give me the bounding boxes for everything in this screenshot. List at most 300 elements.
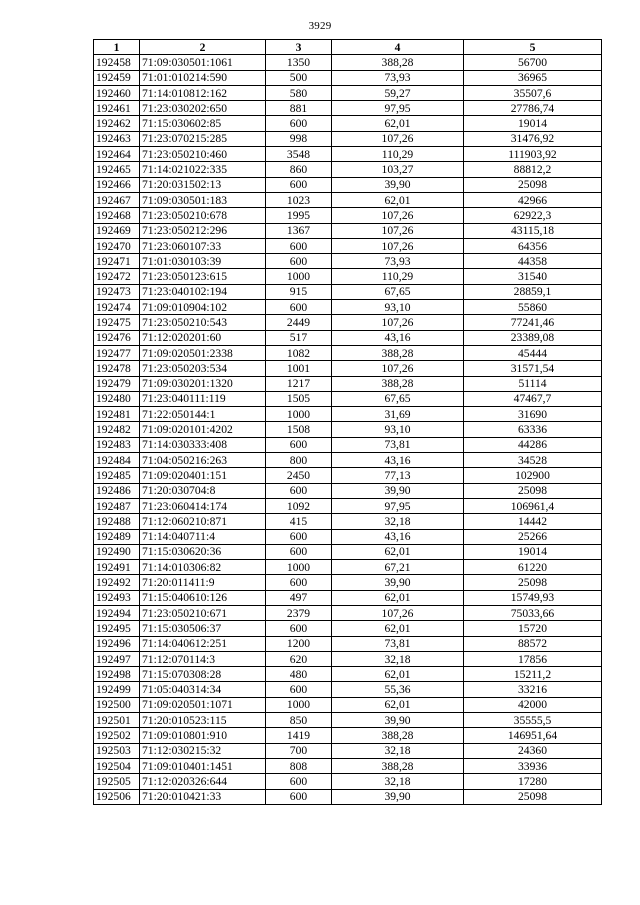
table-cell-col4: 62,01 (332, 697, 464, 712)
table-cell-col4: 59,27 (332, 85, 464, 100)
table-header-row (94, 40, 602, 55)
table-row (94, 743, 602, 758)
table-row (94, 269, 602, 284)
table-cell-col2: 71:09:030201:1320 (140, 376, 266, 391)
table-cell-col4: 62,01 (332, 544, 464, 559)
table-cell-col5: 24360 (464, 743, 602, 758)
table-cell-col5: 106961,4 (464, 498, 602, 513)
table-cell-col5: 56700 (464, 55, 602, 70)
table-cell-col3: 600 (266, 529, 332, 544)
table-cell-col3: 1419 (266, 728, 332, 743)
table-cell-col4: 388,28 (332, 376, 464, 391)
table-cell-col5: 44358 (464, 254, 602, 269)
registry-table (93, 39, 602, 805)
table-cell-col1: 192472 (94, 269, 140, 284)
table-row (94, 590, 602, 605)
table-cell-col2: 71:01:030103:39 (140, 254, 266, 269)
table-cell-col5: 42000 (464, 697, 602, 712)
table-cell-col2: 71:23:050203:534 (140, 361, 266, 376)
table-cell-col4: 107,26 (332, 131, 464, 146)
table-row (94, 529, 602, 544)
column-header-1: 1 (94, 40, 140, 55)
table-cell-col5: 15749,93 (464, 590, 602, 605)
table-cell-col2: 71:23:030202:650 (140, 101, 266, 116)
table-row (94, 315, 602, 330)
table-cell-col3: 600 (266, 437, 332, 452)
table-cell-col5: 36965 (464, 70, 602, 85)
table-cell-col4: 55,36 (332, 682, 464, 697)
table-cell-col3: 500 (266, 70, 332, 85)
table-row (94, 101, 602, 116)
table-row (94, 422, 602, 437)
table-cell-col4: 107,26 (332, 223, 464, 238)
table-cell-col1: 192503 (94, 743, 140, 758)
table-cell-col2: 71:09:010904:102 (140, 300, 266, 315)
table-cell-col5: 88572 (464, 636, 602, 651)
table-cell-col1: 192501 (94, 713, 140, 728)
table-cell-col4: 62,01 (332, 116, 464, 131)
table-cell-col5: 61220 (464, 560, 602, 575)
table-cell-col5: 33936 (464, 758, 602, 773)
table-cell-col1: 192495 (94, 621, 140, 636)
table-row (94, 192, 602, 207)
table-cell-col4: 107,26 (332, 315, 464, 330)
table-row (94, 361, 602, 376)
table-cell-col2: 71:23:070215:285 (140, 131, 266, 146)
table-cell-col5: 63336 (464, 422, 602, 437)
table-cell-col2: 71:20:010523:115 (140, 713, 266, 728)
table-cell-col4: 388,28 (332, 758, 464, 773)
table-row (94, 636, 602, 651)
table-cell-col2: 71:09:020501:1071 (140, 697, 266, 712)
table-cell-col1: 192497 (94, 651, 140, 666)
table-cell-col2: 71:12:070114:3 (140, 651, 266, 666)
table-cell-col5: 47467,7 (464, 391, 602, 406)
table-row (94, 514, 602, 529)
table-cell-col5: 51114 (464, 376, 602, 391)
table-cell-col1: 192488 (94, 514, 140, 529)
table-cell-col4: 43,16 (332, 330, 464, 345)
table-cell-col4: 62,01 (332, 621, 464, 636)
table-cell-col1: 192492 (94, 575, 140, 590)
table-cell-col1: 192491 (94, 560, 140, 575)
table-row (94, 223, 602, 238)
table-cell-col4: 32,18 (332, 774, 464, 789)
table-cell-col2: 71:09:030501:1061 (140, 55, 266, 70)
table-cell-col5: 111903,92 (464, 147, 602, 162)
table-cell-col1: 192490 (94, 544, 140, 559)
table-cell-col5: 19014 (464, 116, 602, 131)
table-cell-col2: 71:14:040612:251 (140, 636, 266, 651)
table-cell-col3: 600 (266, 238, 332, 253)
table-row (94, 177, 602, 192)
table-cell-col2: 71:23:040111:119 (140, 391, 266, 406)
table-cell-col5: 77241,46 (464, 315, 602, 330)
table-cell-col4: 388,28 (332, 728, 464, 743)
table-cell-col3: 620 (266, 651, 332, 666)
table-row (94, 254, 602, 269)
table-cell-col4: 62,01 (332, 192, 464, 207)
table-cell-col5: 25098 (464, 575, 602, 590)
table-cell-col4: 32,18 (332, 743, 464, 758)
table-cell-col1: 192460 (94, 85, 140, 100)
table-cell-col4: 39,90 (332, 575, 464, 590)
table-cell-col4: 97,95 (332, 101, 464, 116)
table-cell-col4: 62,01 (332, 590, 464, 605)
table-cell-col5: 15720 (464, 621, 602, 636)
table-cell-col4: 39,90 (332, 177, 464, 192)
table-cell-col5: 62922,3 (464, 208, 602, 223)
table-cell-col1: 192498 (94, 667, 140, 682)
table-row (94, 330, 602, 345)
table-cell-col1: 192458 (94, 55, 140, 70)
table-row (94, 728, 602, 743)
table-cell-col3: 1505 (266, 391, 332, 406)
table-cell-col3: 415 (266, 514, 332, 529)
table-cell-col1: 192465 (94, 162, 140, 177)
table-cell-col5: 146951,64 (464, 728, 602, 743)
table-row (94, 621, 602, 636)
table-cell-col3: 600 (266, 575, 332, 590)
table-cell-col3: 580 (266, 85, 332, 100)
table-cell-col4: 43,16 (332, 529, 464, 544)
table-row (94, 560, 602, 575)
table-cell-col2: 71:09:010401:1451 (140, 758, 266, 773)
table-cell-col4: 107,26 (332, 605, 464, 620)
table-cell-col1: 192476 (94, 330, 140, 345)
table-cell-col5: 44286 (464, 437, 602, 452)
table-cell-col1: 192505 (94, 774, 140, 789)
table-cell-col1: 192493 (94, 590, 140, 605)
table-row (94, 70, 602, 85)
table-cell-col3: 915 (266, 284, 332, 299)
table-cell-col2: 71:20:031502:13 (140, 177, 266, 192)
table-cell-col2: 71:01:010214:590 (140, 70, 266, 85)
table-cell-col5: 17280 (464, 774, 602, 789)
table-cell-col3: 1000 (266, 697, 332, 712)
table-cell-col4: 388,28 (332, 55, 464, 70)
table-cell-col3: 860 (266, 162, 332, 177)
table-cell-col3: 1023 (266, 192, 332, 207)
table-cell-col1: 192482 (94, 422, 140, 437)
table-cell-col3: 850 (266, 713, 332, 728)
table-row (94, 208, 602, 223)
table-cell-col5: 31571,54 (464, 361, 602, 376)
table-cell-col4: 97,95 (332, 498, 464, 513)
table-cell-col3: 1350 (266, 55, 332, 70)
table-cell-col2: 71:23:060107:33 (140, 238, 266, 253)
table-row (94, 483, 602, 498)
table-cell-col2: 71:23:050210:543 (140, 315, 266, 330)
table-cell-col3: 2449 (266, 315, 332, 330)
table-cell-col2: 71:20:010421:33 (140, 789, 266, 804)
table-row (94, 575, 602, 590)
column-header-5: 5 (464, 40, 602, 55)
table-cell-col1: 192483 (94, 437, 140, 452)
table-cell-col3: 600 (266, 789, 332, 804)
table-cell-col5: 64356 (464, 238, 602, 253)
table-cell-col3: 600 (266, 116, 332, 131)
table-cell-col4: 93,10 (332, 300, 464, 315)
table-row (94, 345, 602, 360)
table-row (94, 758, 602, 773)
table-cell-col1: 192473 (94, 284, 140, 299)
table-cell-col3: 1217 (266, 376, 332, 391)
table-cell-col5: 43115,18 (464, 223, 602, 238)
table-cell-col2: 71:14:010812:162 (140, 85, 266, 100)
table-cell-col5: 42966 (464, 192, 602, 207)
table-cell-col4: 67,65 (332, 391, 464, 406)
table-cell-col5: 25098 (464, 177, 602, 192)
table-cell-col3: 1092 (266, 498, 332, 513)
table-cell-col2: 71:23:050212:296 (140, 223, 266, 238)
table-cell-col4: 388,28 (332, 345, 464, 360)
page-number: 3929 (308, 20, 332, 32)
table-row (94, 162, 602, 177)
table-cell-col5: 28859,1 (464, 284, 602, 299)
table-cell-col5: 102900 (464, 468, 602, 483)
table-cell-col1: 192463 (94, 131, 140, 146)
table-cell-col2: 71:14:040711:4 (140, 529, 266, 544)
table-cell-col2: 71:15:030506:37 (140, 621, 266, 636)
table-cell-col2: 71:15:040610:126 (140, 590, 266, 605)
table-cell-col4: 73,93 (332, 70, 464, 85)
table-cell-col2: 71:23:060414:174 (140, 498, 266, 513)
table-row (94, 407, 602, 422)
table-cell-col1: 192467 (94, 192, 140, 207)
table-cell-col5: 31690 (464, 407, 602, 422)
table-cell-col3: 600 (266, 483, 332, 498)
table-cell-col2: 71:04:050216:263 (140, 453, 266, 468)
table-row (94, 147, 602, 162)
table-cell-col1: 192485 (94, 468, 140, 483)
table-cell-col3: 600 (266, 254, 332, 269)
table-cell-col2: 71:14:021022:335 (140, 162, 266, 177)
table-row (94, 697, 602, 712)
table-row (94, 85, 602, 100)
table-cell-col1: 192504 (94, 758, 140, 773)
table-cell-col2: 71:12:030215:32 (140, 743, 266, 758)
table-cell-col3: 700 (266, 743, 332, 758)
table-cell-col2: 71:22:050144:1 (140, 407, 266, 422)
table-cell-col2: 71:12:020326:644 (140, 774, 266, 789)
table-cell-col2: 71:05:040314:34 (140, 682, 266, 697)
table-cell-col1: 192489 (94, 529, 140, 544)
table-cell-col3: 1508 (266, 422, 332, 437)
table-cell-col5: 25266 (464, 529, 602, 544)
table-cell-col4: 62,01 (332, 667, 464, 682)
table-cell-col3: 480 (266, 667, 332, 682)
column-header-3: 3 (266, 40, 332, 55)
table-cell-col2: 71:15:030620:36 (140, 544, 266, 559)
table-cell-col1: 192494 (94, 605, 140, 620)
table-cell-col1: 192486 (94, 483, 140, 498)
table-cell-col4: 31,69 (332, 407, 464, 422)
table-cell-col5: 33216 (464, 682, 602, 697)
table-cell-col5: 25098 (464, 483, 602, 498)
table-cell-col5: 45444 (464, 345, 602, 360)
table-cell-col1: 192478 (94, 361, 140, 376)
table-cell-col1: 192506 (94, 789, 140, 804)
table-cell-col1: 192499 (94, 682, 140, 697)
table-row (94, 651, 602, 666)
table-cell-col5: 31540 (464, 269, 602, 284)
table-cell-col4: 110,29 (332, 147, 464, 162)
table-cell-col3: 1000 (266, 560, 332, 575)
table-row (94, 789, 602, 804)
table-cell-col2: 71:12:060210:871 (140, 514, 266, 529)
table-cell-col4: 73,81 (332, 636, 464, 651)
table-cell-col5: 23389,08 (464, 330, 602, 345)
table-cell-col5: 34528 (464, 453, 602, 468)
table-cell-col4: 107,26 (332, 361, 464, 376)
table-row (94, 437, 602, 452)
table-cell-col2: 71:15:070308:28 (140, 667, 266, 682)
table-cell-col1: 192481 (94, 407, 140, 422)
table-row (94, 713, 602, 728)
table-cell-col4: 39,90 (332, 483, 464, 498)
table-cell-col3: 497 (266, 590, 332, 605)
table-row (94, 131, 602, 146)
table-row (94, 544, 602, 559)
table-cell-col4: 32,18 (332, 514, 464, 529)
table-cell-col2: 71:09:030501:183 (140, 192, 266, 207)
table-row (94, 391, 602, 406)
table-row (94, 498, 602, 513)
table-cell-col1: 192477 (94, 345, 140, 360)
table-cell-col5: 35507,6 (464, 85, 602, 100)
table-cell-col3: 2379 (266, 605, 332, 620)
table-cell-col3: 3548 (266, 147, 332, 162)
table-cell-col4: 32,18 (332, 651, 464, 666)
table-cell-col3: 600 (266, 621, 332, 636)
table-row (94, 55, 602, 70)
table-cell-col2: 71:09:010801:910 (140, 728, 266, 743)
table-row (94, 468, 602, 483)
table-cell-col4: 39,90 (332, 713, 464, 728)
table-cell-col4: 39,90 (332, 789, 464, 804)
table-cell-col3: 1082 (266, 345, 332, 360)
table-row (94, 774, 602, 789)
table-cell-col1: 192479 (94, 376, 140, 391)
table-cell-col2: 71:09:020101:4202 (140, 422, 266, 437)
table-cell-col5: 35555,5 (464, 713, 602, 728)
table-cell-col1: 192469 (94, 223, 140, 238)
table-cell-col3: 2450 (266, 468, 332, 483)
table-cell-col4: 67,65 (332, 284, 464, 299)
table-cell-col1: 192502 (94, 728, 140, 743)
table-row (94, 667, 602, 682)
table-cell-col2: 71:23:050210:671 (140, 605, 266, 620)
table-cell-col1: 192500 (94, 697, 140, 712)
table-cell-col3: 800 (266, 453, 332, 468)
table-cell-col5: 14442 (464, 514, 602, 529)
table-body (94, 55, 602, 805)
table-cell-col5: 27786,74 (464, 101, 602, 116)
table-cell-col1: 192461 (94, 101, 140, 116)
table-cell-col3: 808 (266, 758, 332, 773)
table-row (94, 116, 602, 131)
table-cell-col1: 192487 (94, 498, 140, 513)
table-cell-col3: 1000 (266, 269, 332, 284)
table-cell-col4: 107,26 (332, 208, 464, 223)
table-cell-col2: 71:12:020201:60 (140, 330, 266, 345)
table-cell-col3: 517 (266, 330, 332, 345)
table-cell-col1: 192464 (94, 147, 140, 162)
table-cell-col4: 103,27 (332, 162, 464, 177)
table-row (94, 238, 602, 253)
table-cell-col2: 71:20:030704:8 (140, 483, 266, 498)
table-cell-col1: 192462 (94, 116, 140, 131)
column-header-4: 4 (332, 40, 464, 55)
table-cell-col4: 77,13 (332, 468, 464, 483)
table-cell-col5: 88812,2 (464, 162, 602, 177)
table-row (94, 605, 602, 620)
table-cell-col3: 998 (266, 131, 332, 146)
table-cell-col2: 71:23:040102:194 (140, 284, 266, 299)
table-cell-col4: 67,21 (332, 560, 464, 575)
table-cell-col3: 600 (266, 544, 332, 559)
table-cell-col3: 600 (266, 682, 332, 697)
table-cell-col4: 43,16 (332, 453, 464, 468)
table-cell-col2: 71:09:020401:151 (140, 468, 266, 483)
table-cell-col3: 1200 (266, 636, 332, 651)
table-cell-col5: 31476,92 (464, 131, 602, 146)
table-cell-col1: 192459 (94, 70, 140, 85)
table-cell-col2: 71:23:050210:460 (140, 147, 266, 162)
table-cell-col2: 71:23:050123:615 (140, 269, 266, 284)
table-cell-col1: 192480 (94, 391, 140, 406)
table-cell-col2: 71:20:011411:9 (140, 575, 266, 590)
table-cell-col5: 15211,2 (464, 667, 602, 682)
table-cell-col4: 93,10 (332, 422, 464, 437)
table-cell-col5: 17856 (464, 651, 602, 666)
table-cell-col1: 192496 (94, 636, 140, 651)
table-cell-col5: 25098 (464, 789, 602, 804)
table-cell-col5: 75033,66 (464, 605, 602, 620)
table-row (94, 376, 602, 391)
table-cell-col3: 600 (266, 774, 332, 789)
table-cell-col1: 192475 (94, 315, 140, 330)
table-cell-col2: 71:14:010306:82 (140, 560, 266, 575)
table-cell-col1: 192470 (94, 238, 140, 253)
table-cell-col3: 1995 (266, 208, 332, 223)
table-cell-col2: 71:09:020501:2338 (140, 345, 266, 360)
table-cell-col3: 1367 (266, 223, 332, 238)
table-cell-col3: 881 (266, 101, 332, 116)
table-cell-col1: 192468 (94, 208, 140, 223)
table-row (94, 682, 602, 697)
table-cell-col2: 71:23:050210:678 (140, 208, 266, 223)
table-cell-col1: 192474 (94, 300, 140, 315)
table-cell-col3: 600 (266, 300, 332, 315)
table-cell-col4: 107,26 (332, 238, 464, 253)
table-cell-col5: 55860 (464, 300, 602, 315)
table-cell-col4: 110,29 (332, 269, 464, 284)
table-cell-col4: 73,81 (332, 437, 464, 452)
column-header-2: 2 (140, 40, 266, 55)
table-row (94, 453, 602, 468)
table-cell-col1: 192484 (94, 453, 140, 468)
table-cell-col3: 1000 (266, 407, 332, 422)
table-cell-col3: 1001 (266, 361, 332, 376)
table-cell-col1: 192471 (94, 254, 140, 269)
table-cell-col1: 192466 (94, 177, 140, 192)
table-cell-col3: 600 (266, 177, 332, 192)
table-cell-col5: 19014 (464, 544, 602, 559)
table-cell-col4: 73,93 (332, 254, 464, 269)
table-row (94, 300, 602, 315)
